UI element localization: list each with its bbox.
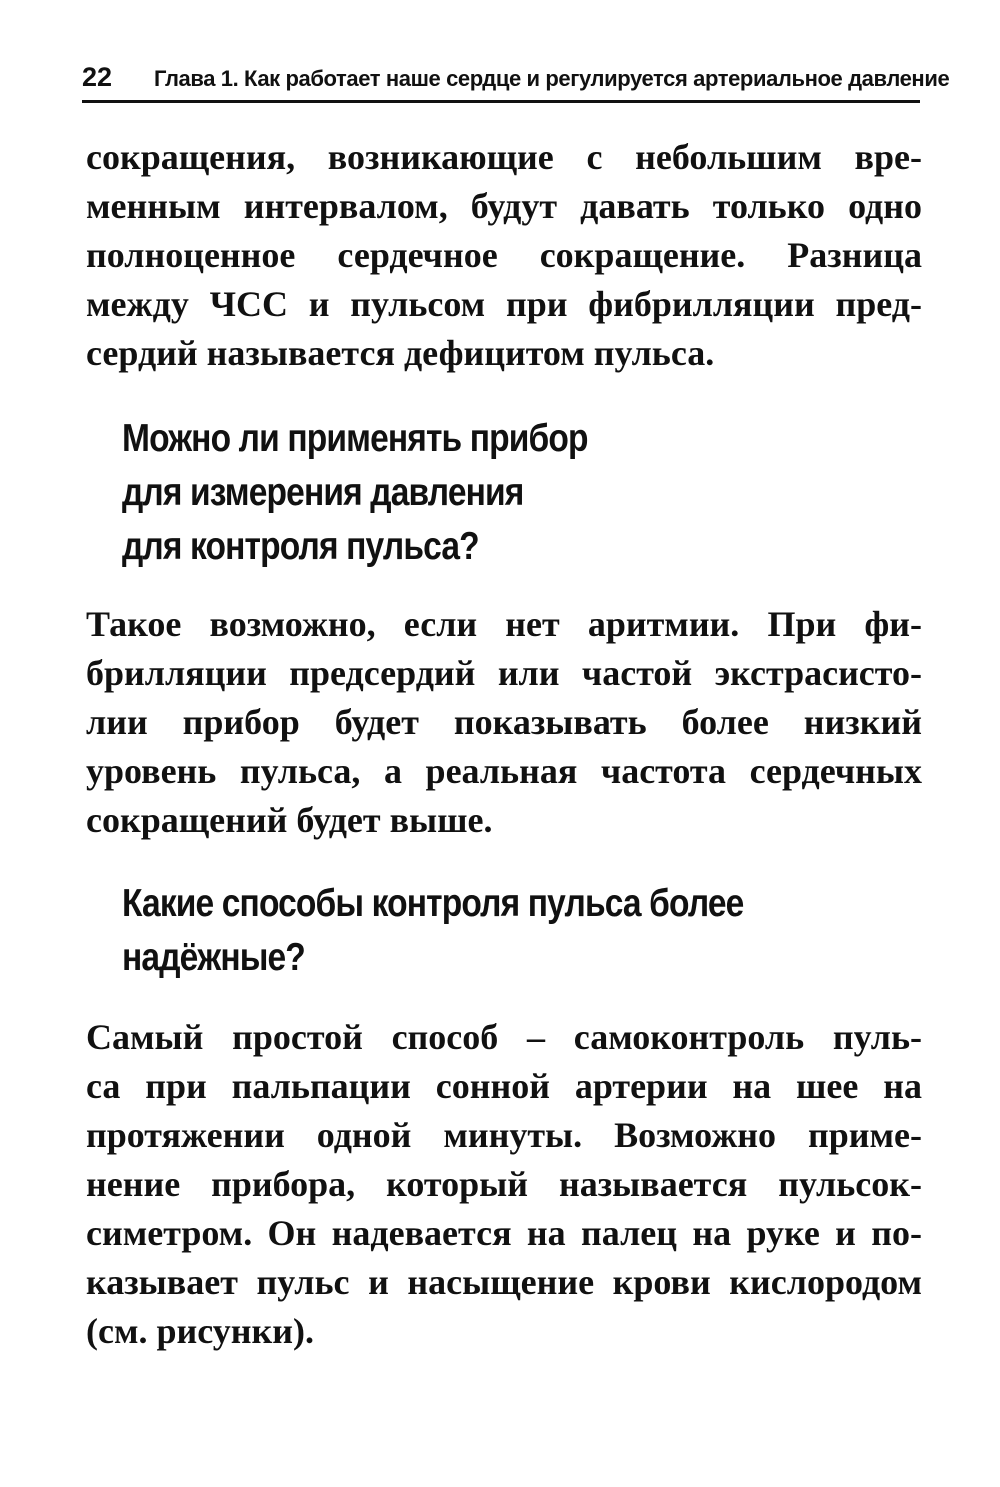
text-line: менным интервалом, будут давать только одно <box>86 186 922 226</box>
text-line: сокращения, возникающие с небольшим вре- <box>86 137 922 177</box>
heading-line: для контроля пульса? <box>122 525 479 568</box>
text-line: нение прибора, который называется пульсок- <box>86 1164 922 1204</box>
text-line: са при пальпации сонной артерии на шее на <box>86 1066 922 1106</box>
section-heading-bp-monitor <box>122 412 776 574</box>
text-line: Самый простой способ – самоконтроль пуль- <box>86 1017 922 1057</box>
text-line: брилляции предсердий или частой экстрасисто- <box>86 653 922 693</box>
heading-line: для измерения давления <box>122 471 524 514</box>
section-heading-reliable-methods <box>122 877 776 985</box>
running-header <box>82 60 950 103</box>
heading-line: Можно ли применять прибор <box>122 417 588 460</box>
paragraph-arrhythmia <box>86 600 922 845</box>
text-line: симетром. Он надевается на палец на руке и по- <box>86 1213 922 1253</box>
text-line: протяжении одной минуты. Возможно приме- <box>86 1115 922 1155</box>
text-line: между ЧСС и пульсом при фибрилляции пред- <box>86 284 922 324</box>
text-line: Такое возможно, если нет аритмии. При фи- <box>86 604 922 644</box>
chapter-title: Глава 1. Как работает наше сердце и регулируется артериальное давление <box>154 66 950 91</box>
page-number: 22 <box>82 62 113 92</box>
text-line: полноценное сердечное сокращение. Разница <box>86 235 922 275</box>
text-line: лии прибор будет показывать более низкий <box>86 702 922 742</box>
text-line: казывает пульс и насыщение крови кислородом <box>86 1262 922 1302</box>
text-line: сердий называется дефицитом пульса. <box>86 333 715 373</box>
text-line: (см. рисунки). <box>86 1311 314 1351</box>
text-line: уровень пульса, а реальная частота сердечных <box>86 751 922 791</box>
paragraph-pulse-deficit <box>86 133 922 378</box>
heading-line: надёжные? <box>122 936 305 979</box>
heading-line: Какие способы контроля пульса более <box>122 882 744 925</box>
text-line: сокращений будет выше. <box>86 800 493 840</box>
paragraph-self-control <box>86 1013 922 1356</box>
